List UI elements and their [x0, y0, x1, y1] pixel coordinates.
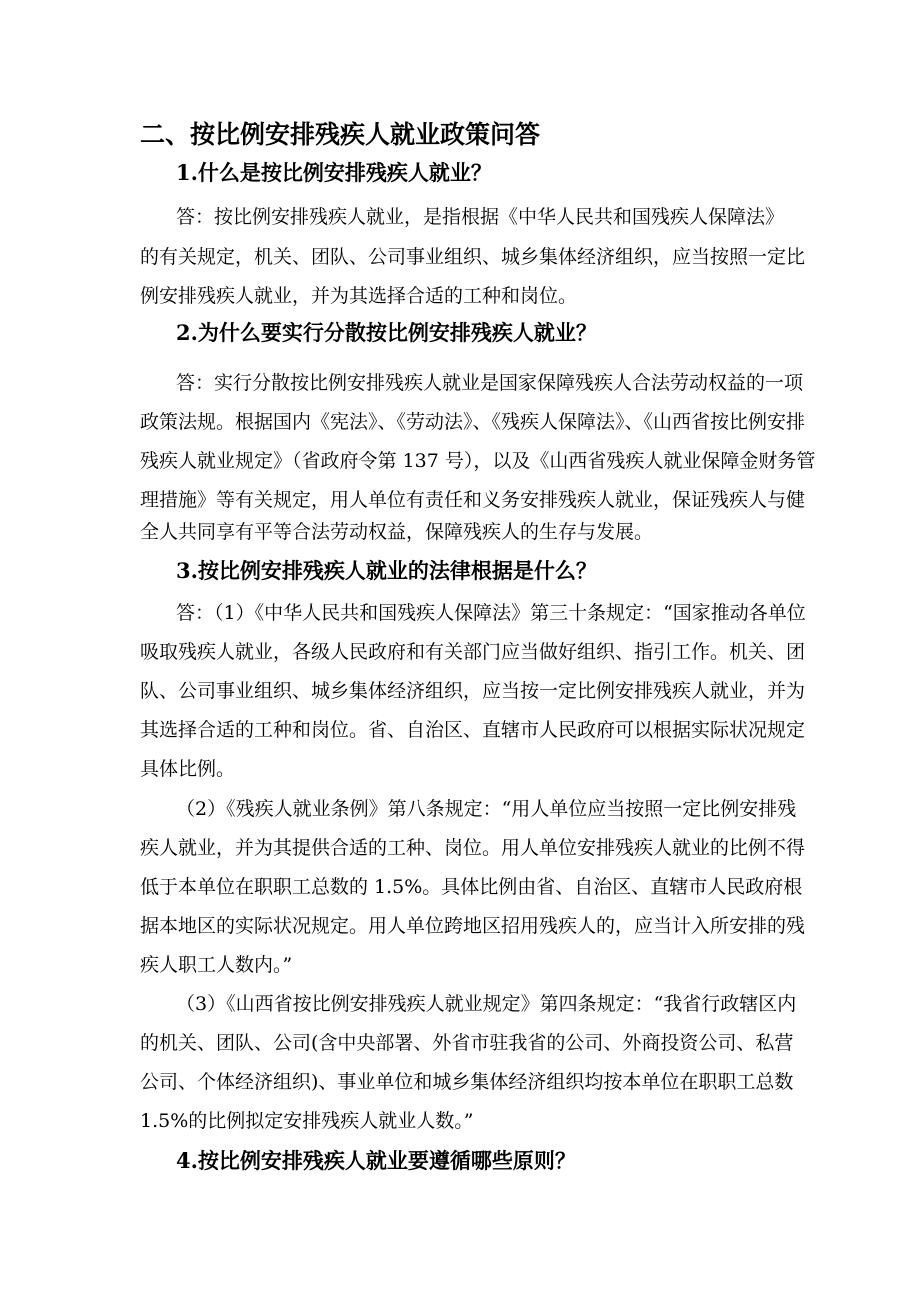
paragraph-line: 全人共同享有平等合法劳动权益，保障残疾人的生存与发展。 [140, 521, 654, 543]
question-4-heading: 4.按比例安排残疾人就业要遵循哪些原则？ [176, 1148, 576, 1173]
paragraph-line: 队、公司事业组织、城乡集体经济组织，应当按一定比例安排残疾人就业，并为 [140, 680, 806, 702]
paragraph-line: 吸取残疾人就业，各级人民政府和有关部门应当做好组织、指引工作。机关、团 [140, 641, 806, 663]
paragraph-line: 答：（1）《中华人民共和国残疾人保障法》第三十条规定：“国家推动各单位 [176, 602, 806, 624]
paragraph-line: 残疾人就业规定》（省政府令第 137 号），以及《山西省残疾人就业保障金财务管 [140, 450, 816, 472]
paragraph-line: 的有关规定，机关、团队、公司事业组织、城乡集体经济组织，应当按照一定比 [140, 246, 806, 268]
page-title: 二、按比例安排残疾人就业政策问答 [140, 120, 541, 149]
paragraph-line: （3）《山西省按比例安排残疾人就业规定》第四条规定：“我省行政辖区内 [176, 993, 797, 1015]
paragraph-line: 具体比例。 [140, 758, 236, 780]
paragraph-line: 疾人就业，并为其提供合适的工种、岗位。用人单位安排残疾人就业的比例不得 [140, 837, 806, 859]
question-3-heading: 3.按比例安排残疾人就业的法律根据是什么？ [176, 558, 597, 583]
paragraph-line: 理措施》等有关规定，用人单位有责任和义务安排残疾人就业，保证残疾人与健 [140, 489, 806, 511]
paragraph-line: 答：实行分散按比例安排残疾人就业是国家保障残疾人合法劳动权益的一项 [176, 372, 804, 394]
paragraph-line: 公司、个体经济组织)、事业单位和城乡集体经济组织均按本单位在职职工总数 [140, 1071, 794, 1093]
paragraph-line: 政策法规。根据国内《宪法》、《劳动法》、《残疾人保障法》、《山西省按比例安排 [140, 411, 806, 433]
paragraph-line: 据本地区的实际状况规定。用人单位跨地区招用残疾人的，应当计入所安排的残 [140, 915, 806, 937]
paragraph-line: 其选择合适的工种和岗位。省、自治区、直辖市人民政府可以根据实际状况规定 [140, 719, 806, 741]
paragraph-line: 1.5%的比例拟定安排残疾人就业人数。” [140, 1110, 474, 1132]
paragraph-line: （2）《残疾人就业条例》第八条规定：“用人单位应当按照一定比例安排残 [176, 798, 797, 820]
paragraph-line: 例安排残疾人就业，并为其选择合适的工种和岗位。 [140, 285, 578, 307]
question-1-heading: 1.什么是按比例安排残疾人就业？ [176, 160, 492, 185]
paragraph-line: 的机关、团队、公司(含中央部署、外省市驻我省的公司、外商投资公司、私营 [140, 1032, 794, 1054]
question-2-heading: 2.为什么要实行分散按比例安排残疾人就业？ [176, 320, 597, 345]
paragraph-line: 疾人职工人数内。” [140, 954, 293, 976]
paragraph-line: 低于本单位在职职工总数的 1.5%。具体比例由省、自治区、直辖市人民政府根 [140, 876, 803, 898]
paragraph-line: 答：按比例安排残疾人就业，是指根据《中华人民共和国残疾人保障法》 [176, 206, 785, 228]
